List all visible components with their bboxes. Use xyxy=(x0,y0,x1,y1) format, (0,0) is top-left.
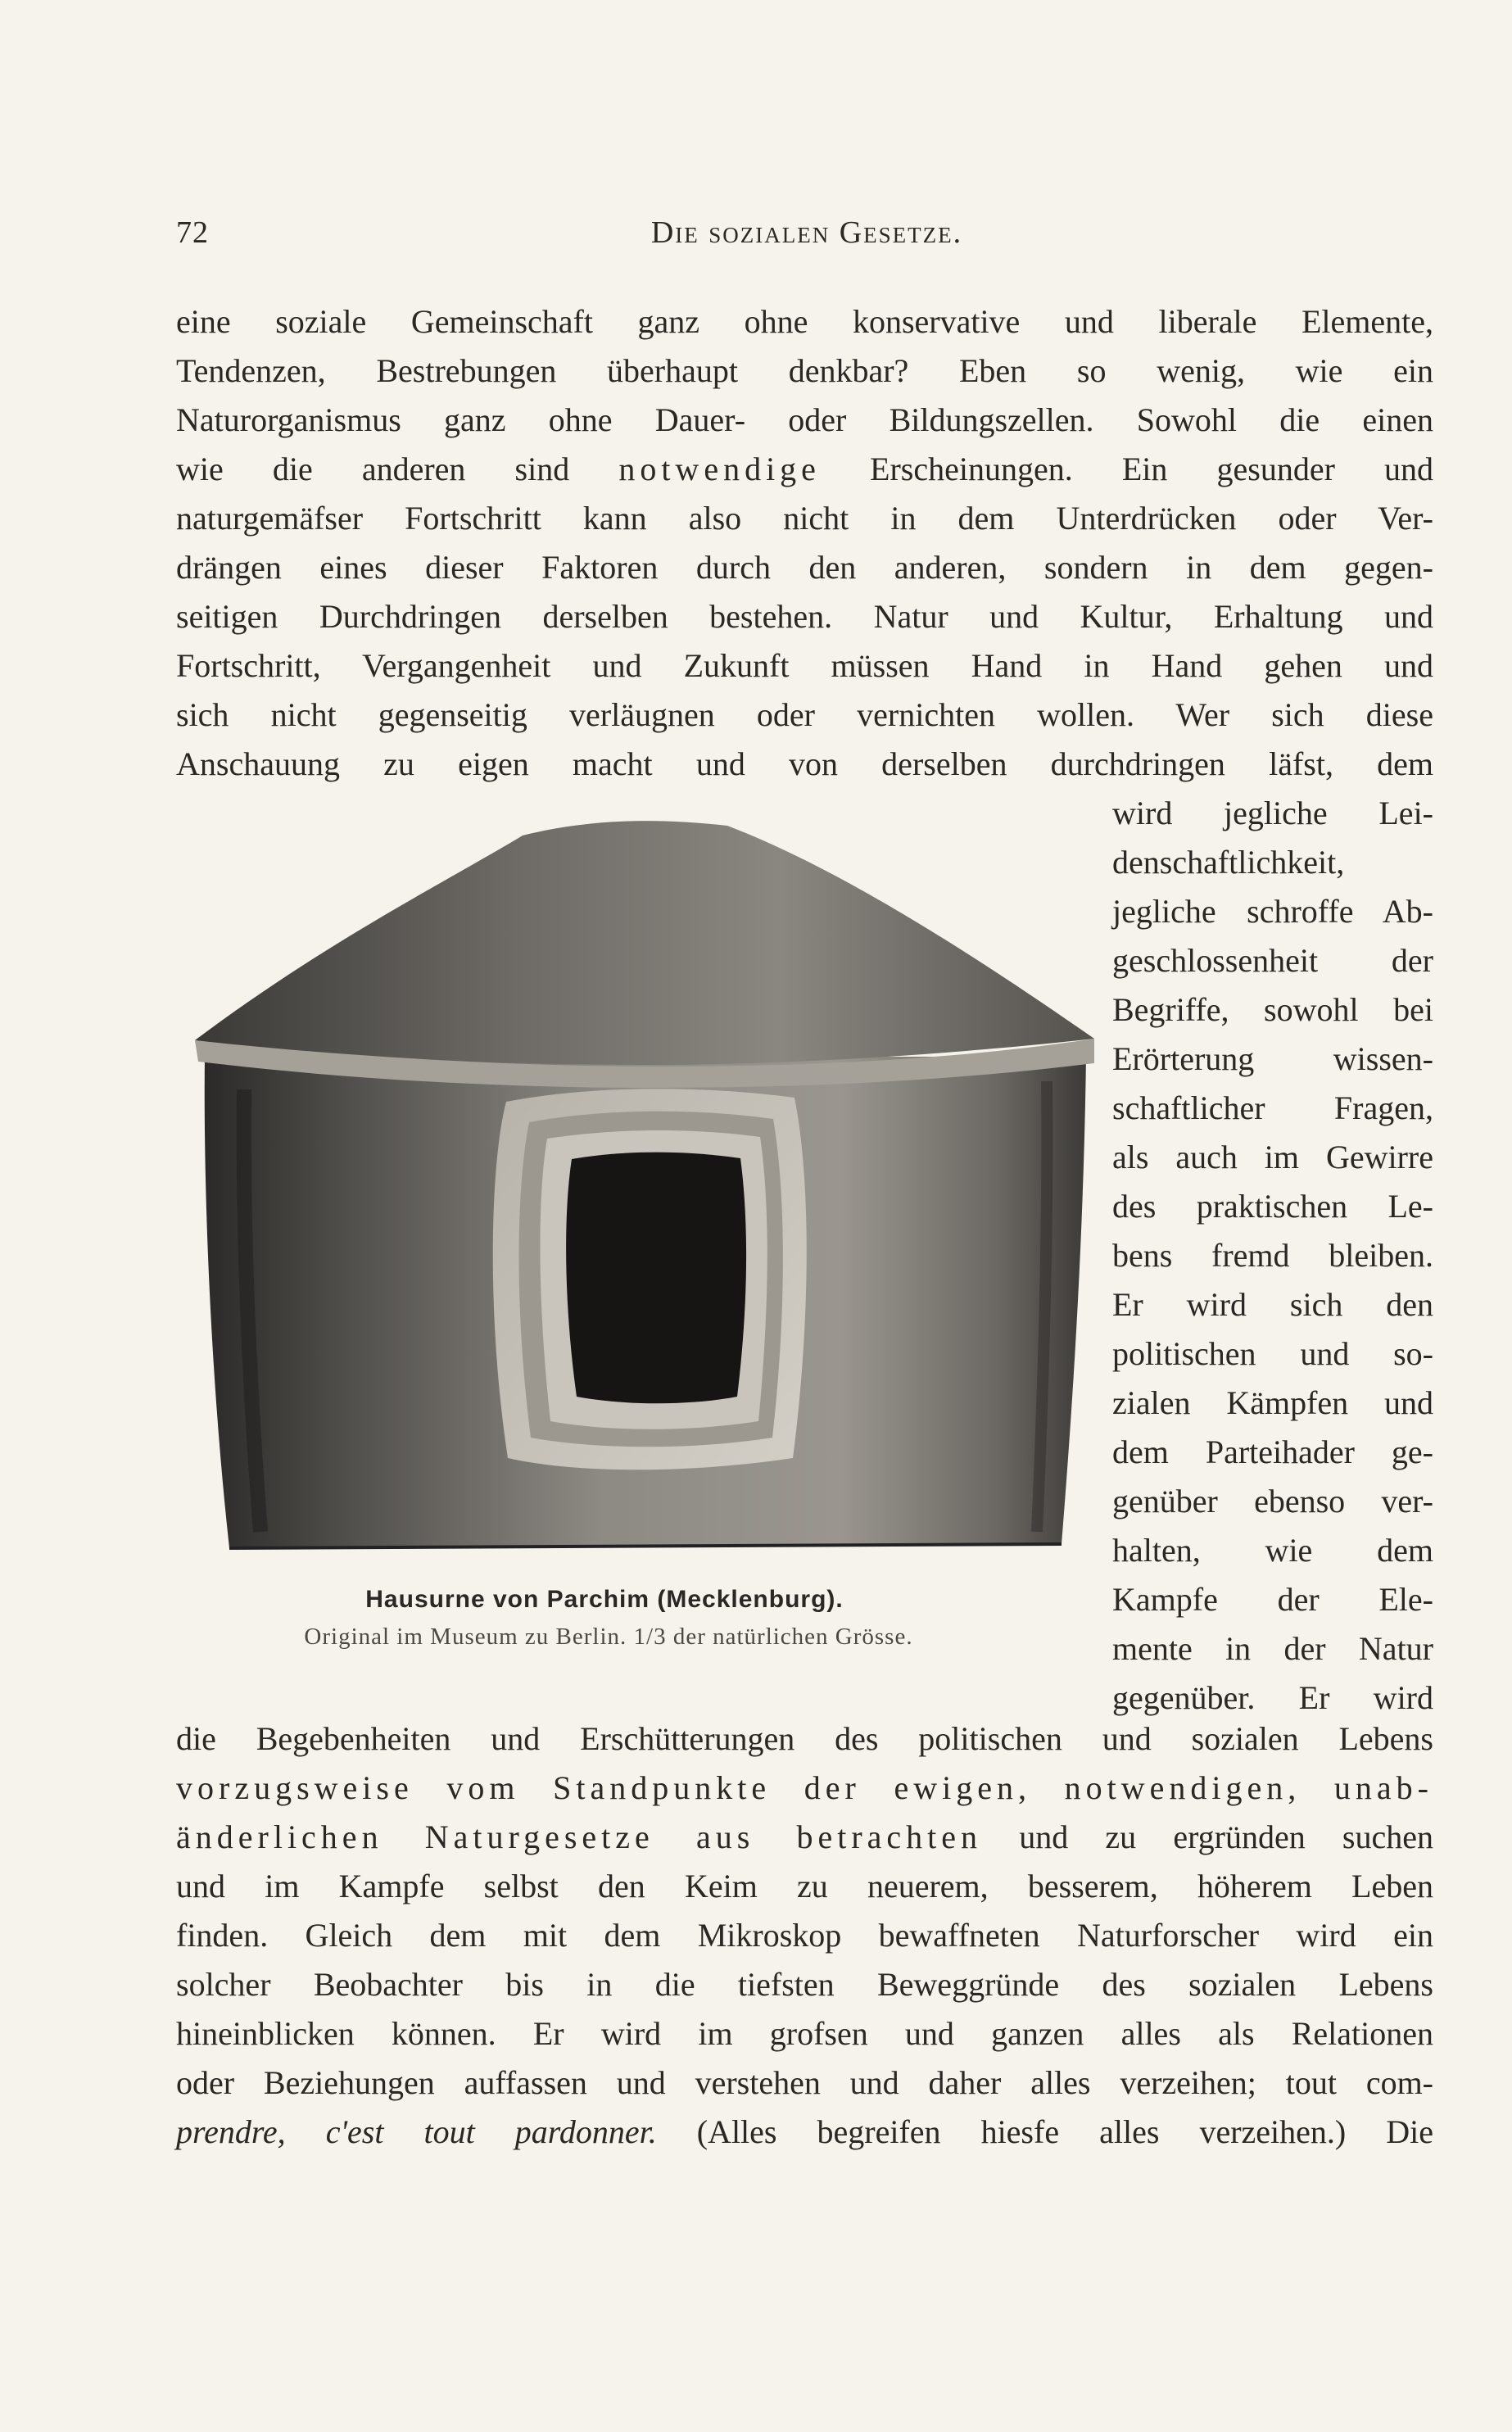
running-head: Die sozialen Gesetze. xyxy=(650,215,963,250)
body-line: Kampfe der Ele- xyxy=(1112,1581,1433,1618)
body-line: oder Beziehungen auffassen und verstehen und daher alles verzeihen; tout com- xyxy=(176,2064,1433,2101)
body-line xyxy=(176,449,1433,490)
body-line: bens fremd bleiben. xyxy=(1112,1237,1433,1274)
body-line: Erörterung wissen- xyxy=(1112,1040,1433,1077)
body-line: des praktischen Le- xyxy=(1112,1188,1433,1225)
body-line: solcher Beobachter bis in die tiefsten Beweggründe des sozialen Lebens xyxy=(176,1966,1433,2003)
figure-caption-subtitle: Original im Museum zu Berlin. 1/3 der natürlichen Grösse. xyxy=(304,1624,913,1650)
body-line: Er wird sich den xyxy=(1112,1286,1433,1323)
page-header xyxy=(176,215,1437,264)
body-line: halten, wie dem xyxy=(1112,1532,1433,1569)
body-line: wird jegliche Lei- xyxy=(1112,795,1433,831)
body-line: und im Kampfe selbst den Keim zu neuerem, besserem, höherem Leben xyxy=(176,1868,1433,1904)
body-line: seitigen Durchdringen derselben bestehen. Natur und Kultur, Erhaltung und xyxy=(176,598,1433,635)
body-line: naturgemäfser Fortschritt kann also nicht in dem Unterdrücken oder Ver- xyxy=(176,500,1433,537)
body-line: dem Parteihader ge- xyxy=(1112,1433,1433,1470)
body-line: jegliche schroffe Ab- xyxy=(1112,893,1433,930)
page-number: 72 xyxy=(176,215,209,250)
text-span: wie die anderen sind xyxy=(176,451,570,487)
body-line: hineinblicken können. Er wird im grofsen und ganzen alles als Relationen xyxy=(176,2015,1433,2052)
body-line: Anschauung zu eigen macht und von derselben durchdringen läfst, dem xyxy=(176,745,1433,782)
body-line: schaftlicher Fragen, xyxy=(1112,1089,1433,1126)
body-line: Naturorganismus ganz ohne Dauer- oder Bildungszellen. Sowohl die einen xyxy=(176,401,1433,438)
body-line: eine soziale Gemeinschaft ganz ohne konservative und liberale Elemente, xyxy=(176,303,1433,340)
body-line: zialen Kämpfen und xyxy=(1112,1384,1433,1421)
body-line: politischen und so- xyxy=(1112,1335,1433,1372)
body-line: sich nicht gegenseitig verläugnen oder vernichten wollen. Wer sich diese xyxy=(176,696,1433,733)
body-line: genüber ebenso ver- xyxy=(1112,1483,1433,1519)
body-line: denschaftlichkeit, xyxy=(1112,844,1345,881)
emphasized-text: änderlichen Naturgesetze aus betrachten xyxy=(176,1818,983,1855)
body-line: finden. Gleich dem mit dem Mikroskop bewaffneten Naturforscher wird ein xyxy=(176,1917,1433,1954)
body-line: vorzugsweise vom Standpunkte der ewigen, notwendigen, unab- xyxy=(176,1769,1433,1806)
body-line: mente in der Natur xyxy=(1112,1630,1433,1667)
emphasized-word: notwendige xyxy=(618,451,821,487)
body-line: gegenüber. Er wird xyxy=(1112,1679,1433,1716)
body-line xyxy=(176,2112,1433,2153)
house-urn-image xyxy=(195,811,1094,1560)
body-line: drängen eines dieser Faktoren durch den anderen, sondern in dem gegen- xyxy=(176,549,1433,586)
body-line: geschlossenheit der xyxy=(1112,942,1433,979)
french-quote: prendre, c'est tout pardonner. xyxy=(176,2113,657,2150)
body-line: Fortschritt, Vergangenheit und Zukunft müssen Hand in Hand gehen und xyxy=(176,647,1433,684)
text-span: und zu ergründen suchen xyxy=(1019,1818,1434,1855)
body-line xyxy=(176,1817,1433,1858)
body-line: die Begebenheiten und Erschütterungen des politischen und sozialen Lebens xyxy=(176,1720,1433,1757)
body-line: Begriffe, sowohl bei xyxy=(1112,991,1433,1028)
text-span: Erscheinungen. Ein gesunder und xyxy=(870,451,1433,487)
body-line: als auch im Gewirre xyxy=(1112,1139,1433,1175)
figure-caption-title: Hausurne von Parchim (Mecklenburg). xyxy=(365,1586,844,1613)
text-span: (Alles begreifen hiesfe alles verzeihen.) Die xyxy=(696,2113,1433,2150)
body-line: Tendenzen, Bestrebungen überhaupt denkbar? Eben so wenig, wie ein xyxy=(176,352,1433,389)
